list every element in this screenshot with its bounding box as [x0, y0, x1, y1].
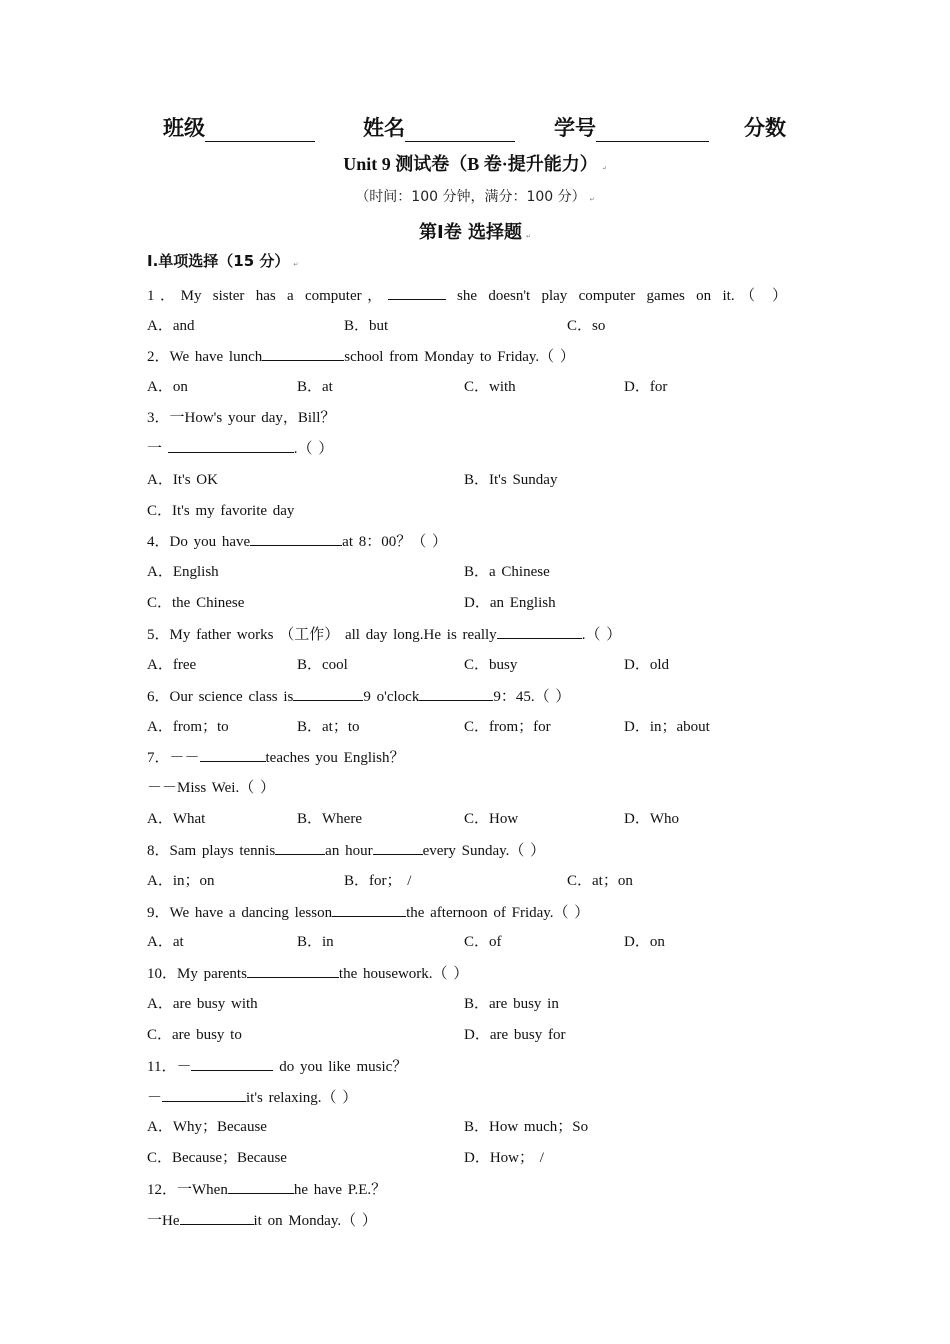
answer-blank[interactable]: [228, 1177, 294, 1194]
option-d[interactable]: D．for: [624, 379, 668, 395]
question-stem: 11．－ do you like music？: [147, 1054, 407, 1078]
option-a[interactable]: A．It's OK: [147, 472, 218, 488]
option-c[interactable]: C．so: [567, 318, 606, 334]
question-stem: 3．一How's your day，Bill？: [147, 410, 336, 426]
answer-blank[interactable]: [162, 1085, 246, 1102]
option-d[interactable]: D．on: [624, 934, 665, 950]
question-stem: 12．一When he have P.E.？: [147, 1177, 386, 1201]
class-blank[interactable]: [205, 119, 315, 142]
score-field: [744, 112, 786, 142]
answer-blank[interactable]: [247, 961, 339, 978]
option-b[interactable]: B．at: [297, 379, 333, 395]
student-id-blank[interactable]: [596, 119, 709, 142]
option-c[interactable]: C．with: [464, 379, 516, 395]
option-a[interactable]: A．and: [147, 318, 195, 334]
option-a[interactable]: A．free: [147, 657, 197, 673]
option-b[interactable]: B．It's Sunday: [464, 472, 558, 488]
option-c[interactable]: C．are busy to: [147, 1027, 242, 1043]
answer-blank[interactable]: [275, 838, 325, 855]
student-info-row: [0, 112, 950, 144]
question-stem: 一 .（ ）: [147, 436, 333, 460]
option-a[interactable]: A．from；to: [147, 719, 229, 735]
answer-blank[interactable]: [373, 838, 423, 855]
question-stem: 8．Sam plays tennis an hour every Sunday.（ ）: [147, 838, 545, 862]
option-b[interactable]: B．How much；So: [464, 1119, 589, 1135]
question-stem: 5．My father works （工作） all day long.He is really .（ ）: [147, 622, 621, 646]
name-field: [363, 112, 515, 142]
score-label: 分数: [744, 116, 786, 140]
option-a[interactable]: A．in；on: [147, 873, 215, 889]
option-a[interactable]: A．What: [147, 811, 206, 827]
answer-blank[interactable]: [200, 745, 266, 762]
option-b[interactable]: B．but: [344, 318, 389, 334]
page-subtitle: （时间：100 分钟，满分：100 分） ↵: [355, 189, 595, 205]
question-stem: 10．My parents the housework.（ ）: [147, 961, 468, 985]
student-id-label: 学号: [554, 116, 596, 140]
name-blank[interactable]: [405, 119, 515, 142]
answer-blank[interactable]: [168, 436, 294, 453]
option-b[interactable]: B．in: [297, 934, 334, 950]
option-d[interactable]: D．an English: [464, 595, 556, 611]
option-c[interactable]: C．from；for: [464, 719, 551, 735]
question-stem: 9．We have a dancing lesson the afternoon of Friday.（ ）: [147, 900, 589, 924]
answer-blank[interactable]: [250, 529, 342, 546]
option-a[interactable]: A．on: [147, 379, 188, 395]
answer-blank[interactable]: [293, 684, 363, 701]
question-stem: 4．Do you have at 8：00？（ ）: [147, 529, 447, 553]
option-c[interactable]: C．at；on: [567, 873, 633, 889]
answer-blank[interactable]: [180, 1208, 254, 1225]
section-title: Ⅰ.单项选择（15 分） ↵: [147, 252, 299, 270]
question-stem: 7．－－ teaches you English？: [147, 745, 405, 769]
answer-blank[interactable]: [262, 344, 344, 361]
option-a[interactable]: A．at: [147, 934, 184, 950]
option-c[interactable]: C．How: [464, 811, 519, 827]
option-c[interactable]: C．It's my favorite day: [147, 503, 295, 519]
option-d[interactable]: D．in；about: [624, 719, 710, 735]
option-b[interactable]: B．are busy in: [464, 996, 559, 1012]
option-d[interactable]: D．are busy for: [464, 1027, 566, 1043]
question-stem: 一He it on Monday.（ ）: [147, 1208, 377, 1232]
student-id-field: [554, 112, 709, 142]
option-c[interactable]: C．the Chinese: [147, 595, 245, 611]
option-c[interactable]: C．Because；Because: [147, 1150, 287, 1166]
question-stem: －－Miss Wei.（ ）: [147, 780, 275, 796]
option-d[interactable]: D．How； /: [464, 1150, 544, 1166]
option-a[interactable]: A．English: [147, 564, 219, 580]
option-b[interactable]: B．Where: [297, 811, 362, 827]
part-title: 第Ⅰ卷 选择题 ↵: [419, 222, 531, 243]
answer-blank[interactable]: [419, 684, 493, 701]
answer-blank[interactable]: [332, 900, 406, 917]
option-b[interactable]: B．for； /: [344, 873, 412, 889]
answer-blank[interactable]: [388, 283, 446, 300]
answer-blank[interactable]: [497, 622, 582, 639]
option-c[interactable]: C．of: [464, 934, 502, 950]
option-b[interactable]: B．at；to: [297, 719, 360, 735]
question-stem: 2．We have lunch school from Monday to Friday.（ ）: [147, 344, 575, 368]
option-a[interactable]: A．are busy with: [147, 996, 258, 1012]
option-d[interactable]: D．Who: [624, 811, 679, 827]
question-stem: 1．My sister has a computer， she doesn't play computer games on it.（ ）: [147, 283, 787, 307]
option-a[interactable]: A．Why；Because: [147, 1119, 267, 1135]
question-stem: 6．Our science class is 9 o'clock 9：45.（ ）: [147, 684, 570, 708]
option-b[interactable]: B．cool: [297, 657, 348, 673]
answer-blank[interactable]: [191, 1054, 273, 1071]
option-c[interactable]: C．busy: [464, 657, 518, 673]
page-title: Unit 9 测试卷（B 卷·提升能力） ↵: [343, 154, 607, 174]
option-b[interactable]: B．a Chinese: [464, 564, 550, 580]
name-label: 姓名: [363, 116, 405, 140]
class-field: [163, 112, 315, 142]
question-stem: － it's relaxing.（ ）: [147, 1085, 357, 1109]
class-label: 班级: [163, 116, 205, 140]
option-d[interactable]: D．old: [624, 657, 670, 673]
